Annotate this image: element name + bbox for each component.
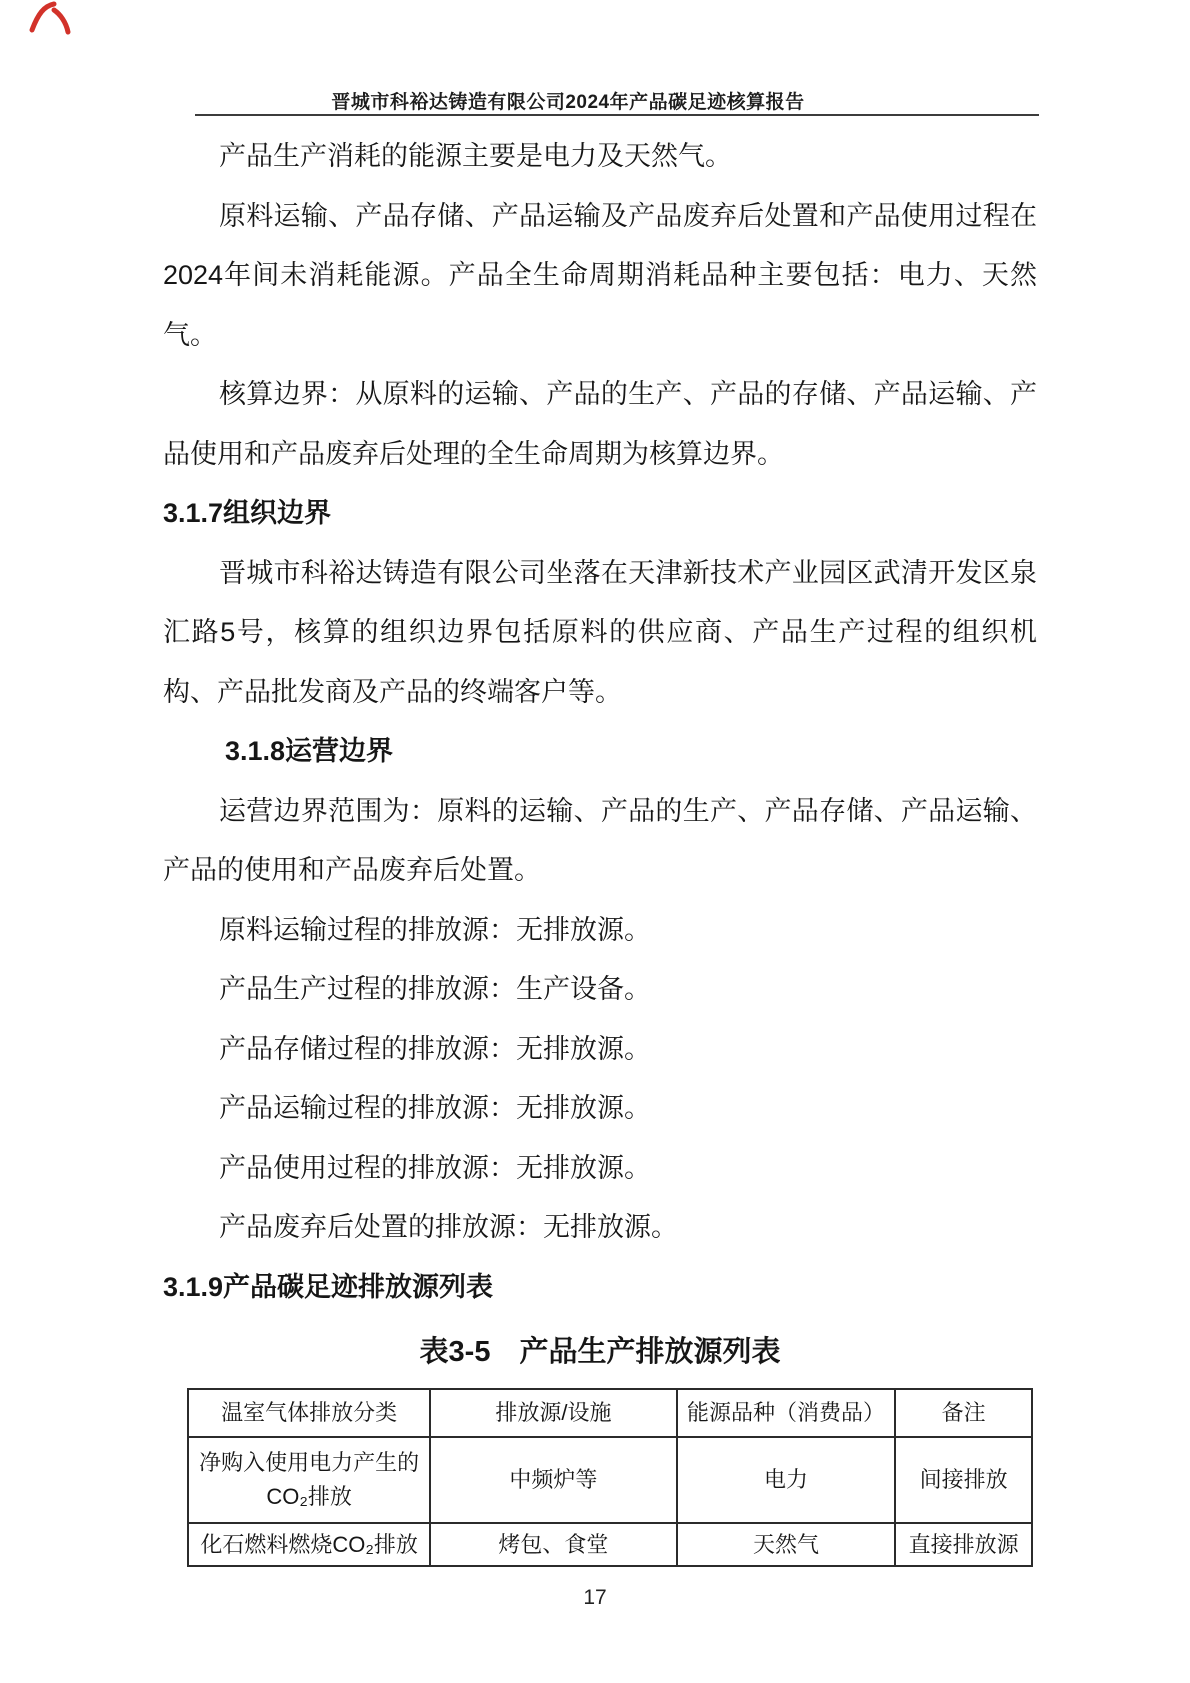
paragraph-source-use: 产品使用过程的排放源：无排放源。 <box>219 1152 651 1183</box>
col-header-remark: 备注 <box>895 1389 1032 1437</box>
paragraph-op-boundary: 运营边界范围为：原料的运输、产品的生产、产品存储、产品运输、产品的使用和产品废弃后处置。 <box>163 795 1037 885</box>
paragraph-source-production: 产品生产过程的排放源：生产设备。 <box>219 974 651 1004</box>
cell-remark: 间接排放 <box>895 1437 1032 1523</box>
cell-ghg-category: 化石燃料燃烧CO₂排放 <box>188 1523 430 1566</box>
paragraph-energy-consumption: 产品生产消耗的能源主要是电力及天然气。 <box>219 141 732 171</box>
col-header-ghg-category: 温室气体排放分类 <box>188 1389 430 1437</box>
red-pen-annotation-icon <box>24 0 76 40</box>
paragraph-accounting-boundary: 核算边界：从原料的运输、产品的生产、产品的存储、产品运输、产品使用和产品废弃后处理的全生命周期为核算边界。 <box>163 379 1037 469</box>
running-header-title: 晋城市科裕达铸造有限公司2024年产品碳足迹核算报告 <box>331 92 805 113</box>
table-caption: 表3-5 产品生产排放源列表 <box>419 1336 781 1368</box>
cell-remark: 直接排放源 <box>895 1523 1032 1566</box>
cell-ghg-category: 净购入使用电力产生的CO₂排放 <box>188 1437 430 1523</box>
page-number: 17 <box>583 1586 607 1609</box>
cell-source: 烤包、食堂 <box>430 1523 676 1566</box>
paragraph-source-transport: 产品运输过程的排放源：无排放源。 <box>219 1093 651 1123</box>
paragraph-source-storage: 产品存储过程的排放源：无排放源。 <box>219 1033 651 1064</box>
col-header-energy-type: 能源品种（消费品） <box>677 1389 896 1437</box>
paragraph-source-disposal: 产品废弃后处置的排放源：无排放源。 <box>219 1212 678 1242</box>
header-rule <box>195 114 1039 116</box>
table-row <box>188 1523 1032 1566</box>
paragraph-source-material-transport: 原料运输过程的排放源：无排放源。 <box>219 914 651 945</box>
cell-energy: 天然气 <box>677 1523 896 1566</box>
heading-3-1-7: 3.1.7组织边界 <box>163 498 332 528</box>
heading-3-1-9: 3.1.9产品碳足迹排放源列表 <box>163 1271 494 1302</box>
table-header-row <box>188 1389 1032 1437</box>
heading-3-1-8: 3.1.8运营边界 <box>225 736 394 766</box>
document-body <box>163 127 1037 1567</box>
paragraph-org-boundary: 晋城市科裕达铸造有限公司坐落在天津新技术产业园区武清开发区泉汇路5号，核算的组织边界包括原料的供应商、产品生产过程的组织机构、产品批发商及产品的终端客户等。 <box>163 557 1037 707</box>
paragraph-lifecycle-energy: 原料运输、产品存储、产品运输及产品废弃后处置和产品使用过程在2024年间未消耗能源。产品全生命周期消耗品种主要包括：电力、天然气。 <box>163 200 1037 350</box>
cell-energy: 电力 <box>677 1437 896 1523</box>
table-row <box>188 1437 1032 1523</box>
emission-source-table <box>187 1388 1033 1567</box>
col-header-source-facility: 排放源/设施 <box>430 1389 676 1437</box>
cell-source: 中频炉等 <box>430 1437 676 1523</box>
